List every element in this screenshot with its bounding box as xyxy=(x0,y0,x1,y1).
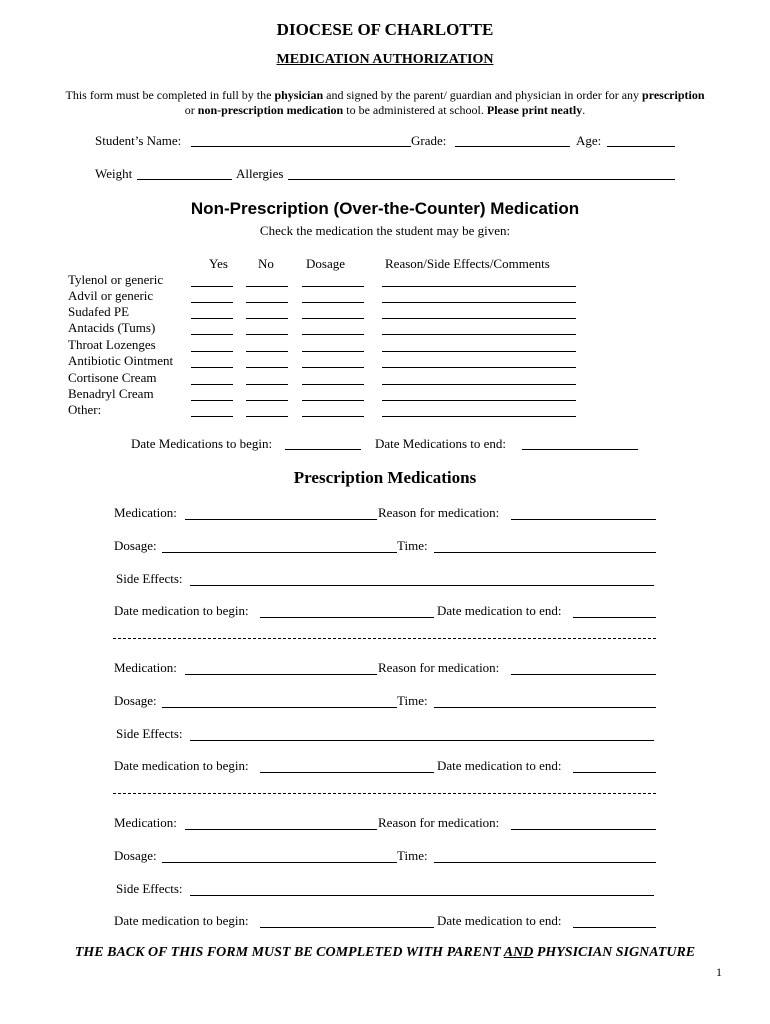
otc-no-field[interactable] xyxy=(246,367,288,368)
otc-item-label: Advil or generic xyxy=(68,288,154,303)
rx-medication-field[interactable] xyxy=(185,829,377,830)
rx-date-begin-field[interactable] xyxy=(260,772,434,773)
otc-dosage-field[interactable] xyxy=(302,384,364,385)
intro-text: or xyxy=(184,103,198,117)
rx-time-field[interactable] xyxy=(434,552,656,553)
otc-date-begin-field[interactable] xyxy=(285,449,361,450)
otc-date-begin-label: Date Medications to begin: xyxy=(131,436,273,451)
otc-dosage-field[interactable] xyxy=(302,286,364,287)
otc-dosage-field[interactable] xyxy=(302,367,364,368)
otc-item-label: Antacids (Tums) xyxy=(68,320,156,335)
age-field[interactable] xyxy=(607,146,675,147)
rx-medication-field[interactable] xyxy=(185,674,377,675)
intro-bold: Please print neatly xyxy=(486,103,583,117)
intro-line-2 xyxy=(0,103,770,118)
otc-dosage-field[interactable] xyxy=(302,318,364,319)
form-title: DIOCESE OF CHARLOTTE xyxy=(276,20,494,39)
otc-reason-field[interactable] xyxy=(382,302,576,303)
allergies-field[interactable] xyxy=(288,179,675,180)
prescription-heading: Prescription Medications xyxy=(293,468,477,487)
rx-side-effects-field[interactable] xyxy=(190,895,654,896)
otc-no-field[interactable] xyxy=(246,302,288,303)
rx-side-effects-field[interactable] xyxy=(190,740,654,741)
rx-date-end-field[interactable] xyxy=(573,772,656,773)
otc-yes-field[interactable] xyxy=(191,367,233,368)
col-no: No xyxy=(258,256,274,271)
intro-text: and signed by the parent/ guardian and physician in order for any xyxy=(323,88,643,102)
rx-time-label: Time: xyxy=(397,538,428,553)
col-reason: Reason/Side Effects/Comments xyxy=(385,256,550,271)
intro-text: This form must be completed in full by the xyxy=(65,88,275,102)
rx-date-end-label: Date medication to end: xyxy=(437,913,562,928)
otc-no-field[interactable] xyxy=(246,351,288,352)
footer-text: THE BACK OF THIS FORM MUST BE COMPLETED WITH PARENT xyxy=(74,945,504,960)
otc-reason-field[interactable] xyxy=(382,351,576,352)
otc-reason-field[interactable] xyxy=(382,400,576,401)
page-number: 1 xyxy=(716,965,722,979)
rx-reason-field[interactable] xyxy=(511,829,656,830)
intro-text: to be administered at school. xyxy=(343,103,487,117)
student-name-label: Student’s Name: xyxy=(95,133,182,148)
otc-dosage-field[interactable] xyxy=(302,351,364,352)
rx-reason-label: Reason for medication: xyxy=(378,660,500,675)
col-yes: Yes xyxy=(209,256,228,271)
rx-medication-label: Medication: xyxy=(114,815,177,830)
otc-reason-field[interactable] xyxy=(382,334,576,335)
rx-date-end-label: Date medication to end: xyxy=(437,758,562,773)
otc-subheading: Check the medication the student may be given: xyxy=(259,223,511,238)
otc-no-field[interactable] xyxy=(246,384,288,385)
intro-bold: physician xyxy=(274,88,324,102)
otc-reason-field[interactable] xyxy=(382,367,576,368)
rx-date-end-field[interactable] xyxy=(573,617,656,618)
rx-reason-label: Reason for medication: xyxy=(378,505,500,520)
weight-label: Weight xyxy=(95,166,133,181)
otc-yes-field[interactable] xyxy=(191,416,233,417)
otc-dosage-field[interactable] xyxy=(302,302,364,303)
rx-reason-label: Reason for medication: xyxy=(378,815,500,830)
otc-no-field[interactable] xyxy=(246,400,288,401)
otc-no-field[interactable] xyxy=(246,416,288,417)
otc-item-label: Sudafed PE xyxy=(68,304,130,319)
otc-yes-field[interactable] xyxy=(191,334,233,335)
otc-item-label: Cortisone Cream xyxy=(68,370,157,385)
rx-dosage-label: Dosage: xyxy=(114,848,157,863)
rx-time-label: Time: xyxy=(397,848,428,863)
otc-no-field[interactable] xyxy=(246,334,288,335)
rx-date-end-label: Date medication to end: xyxy=(437,603,562,618)
col-dosage: Dosage xyxy=(306,256,345,271)
section-divider xyxy=(113,793,656,794)
rx-medication-label: Medication: xyxy=(114,660,177,675)
grade-label: Grade: xyxy=(411,133,447,148)
otc-yes-field[interactable] xyxy=(191,351,233,352)
otc-no-field[interactable] xyxy=(246,286,288,287)
rx-date-begin-label: Date medication to begin: xyxy=(114,913,249,928)
allergies-label: Allergies xyxy=(236,166,284,181)
otc-yes-field[interactable] xyxy=(191,318,233,319)
otc-yes-field[interactable] xyxy=(191,302,233,303)
rx-time-field[interactable] xyxy=(434,707,656,708)
otc-no-field[interactable] xyxy=(246,318,288,319)
rx-date-begin-label: Date medication to begin: xyxy=(114,603,249,618)
otc-item-label: Tylenol or generic xyxy=(68,272,164,287)
otc-item-label: Other: xyxy=(68,402,102,417)
rx-medication-label: Medication: xyxy=(114,505,177,520)
intro-bold: non-prescription medication xyxy=(197,103,344,117)
rx-date-end-field[interactable] xyxy=(573,927,656,928)
rx-dosage-label: Dosage: xyxy=(114,538,157,553)
otc-date-end-label: Date Medications to end: xyxy=(375,436,507,451)
rx-side-effects-label: Side Effects: xyxy=(116,726,183,741)
otc-item-label: Benadryl Cream xyxy=(68,386,154,401)
rx-dosage-field[interactable] xyxy=(162,862,397,863)
otc-reason-field[interactable] xyxy=(382,286,576,287)
intro-text: . xyxy=(582,103,586,117)
form-subtitle: MEDICATION AUTHORIZATION xyxy=(276,52,494,67)
section-divider xyxy=(113,638,656,639)
otc-item-label: Antibiotic Ointment xyxy=(68,353,174,368)
rx-time-label: Time: xyxy=(397,693,428,708)
otc-item-label: Throat Lozenges xyxy=(68,337,156,352)
otc-dosage-field[interactable] xyxy=(302,416,364,417)
rx-date-begin-field[interactable] xyxy=(260,617,434,618)
intro-line-1 xyxy=(0,88,770,103)
rx-dosage-field[interactable] xyxy=(162,707,397,708)
student-name-field[interactable] xyxy=(191,146,411,147)
otc-reason-field[interactable] xyxy=(382,384,576,385)
otc-reason-field[interactable] xyxy=(382,416,576,417)
otc-dosage-field[interactable] xyxy=(302,334,364,335)
otc-reason-field[interactable] xyxy=(382,318,576,319)
otc-yes-field[interactable] xyxy=(191,384,233,385)
rx-side-effects-label: Side Effects: xyxy=(116,881,183,896)
rx-time-field[interactable] xyxy=(434,862,656,863)
otc-heading: Non-Prescription (Over-the-Counter) Medication xyxy=(190,199,580,218)
rx-dosage-label: Dosage: xyxy=(114,693,157,708)
age-label: Age: xyxy=(576,133,602,148)
otc-dosage-field[interactable] xyxy=(302,400,364,401)
weight-field[interactable] xyxy=(137,179,232,180)
rx-reason-field[interactable] xyxy=(511,674,656,675)
rx-date-begin-label: Date medication to begin: xyxy=(114,758,249,773)
otc-yes-field[interactable] xyxy=(191,400,233,401)
grade-field[interactable] xyxy=(455,146,570,147)
rx-side-effects-field[interactable] xyxy=(190,585,654,586)
rx-dosage-field[interactable] xyxy=(162,552,397,553)
rx-reason-field[interactable] xyxy=(511,519,656,520)
footer-and: AND xyxy=(503,945,534,960)
footer-text: PHYSICIAN SIGNATURE xyxy=(533,945,696,960)
rx-side-effects-label: Side Effects: xyxy=(116,571,183,586)
otc-date-end-field[interactable] xyxy=(522,449,638,450)
otc-yes-field[interactable] xyxy=(191,286,233,287)
rx-date-begin-field[interactable] xyxy=(260,927,434,928)
rx-medication-field[interactable] xyxy=(185,519,377,520)
intro-bold: prescription xyxy=(642,88,705,102)
footer-notice xyxy=(0,945,770,961)
